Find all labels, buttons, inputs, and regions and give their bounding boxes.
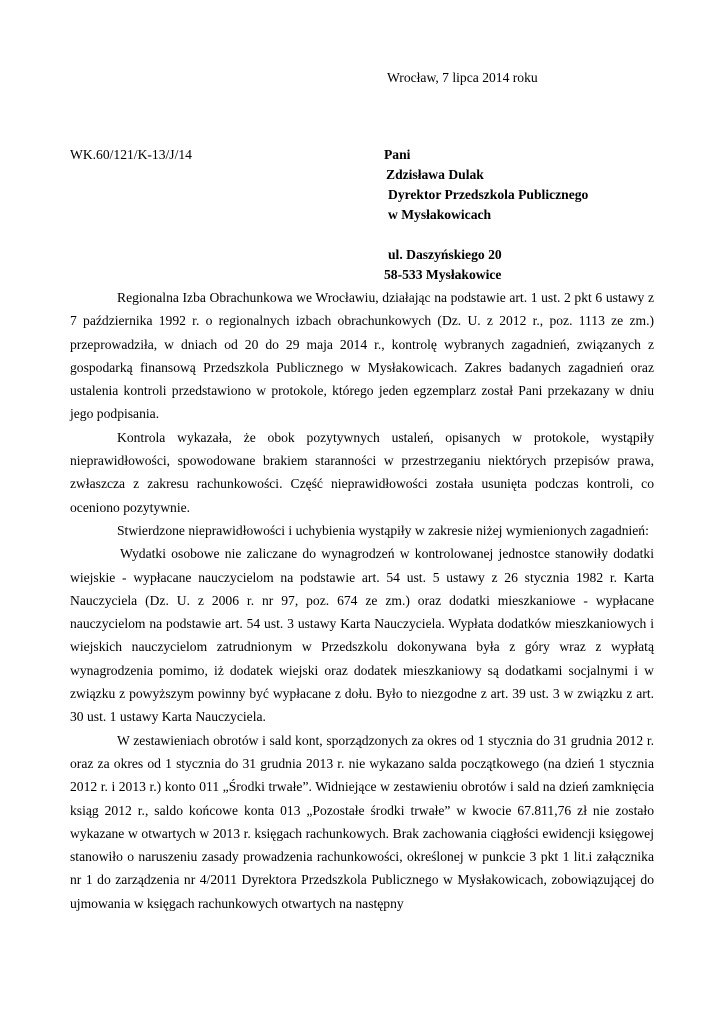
recipient-name: Zdzisława Dulak [386,167,484,182]
reference-number: WK.60/121/K-13/J/14 [70,147,192,162]
body-paragraph: W zestawieniach obrotów i sald kont, sporządzonych za okres od 1 stycznia do 31 grudnia 2012 r. oraz za okres od 1 stycznia do 31 grudnia 2013 r. nie wykazano salda początkowego (na dzień 1 stycznia 2012 r. i 2013 r.) konto 011 „Środki trwałe”. Widniejące w zestawieniu obrotów i sald na dzień zamknięcia ksiąg 2012 r., saldo końcowe konta 013 „Pozostałe środki trwałe” w kwocie 67.811,76 zł nie zostało wykazane w otwartych w 2013 r. księgach rachunkowych. Brak zachowania ciągłości ewidencji księgowej stanowiło o naruszeniu zasady prowadzenia rachunkowości, określonej w punkcie 3 pkt 1 lit.i załącznika nr 1 do zarządzenia nr 4/2011 Dyrektora Przedszkola Publicznego w Mysłakowicach, zobowiązującej do ujmowania w księgach rachunkowych otwartych na następny [70,732,654,911]
recipient-place: w Mysłakowicach [388,207,492,222]
body-paragraph: Stwierdzone nieprawidłowości i uchybienia wystąpiły w zakresie niżej wymienionych zagadnień: [117,522,649,538]
recipient-salutation: Pani [384,147,411,162]
letter-body [70,286,654,915]
recipient-postal: 58-533 Mysłakowice [384,267,502,282]
letter-date: Wrocław, 7 lipca 2014 roku [387,70,538,85]
body-paragraph: Wydatki osobowe nie zaliczane do wynagrodzeń w kontrolowanej jednostce stanowiły dodatki wiejskie - wypłacane nauczycielom na podstawie art. 54 ust. 5 ustawy z 26 stycznia 1982 r. Karta Nauczyciela (Dz. U. z 2006 r. nr 97, poz. 674 ze zm.) oraz dodatki mieszkaniowe - wypłacane nauczycielom na podstawie art. 54 ust. 3 ustawy Karta Nauczyciela. Wypłata dodatków mieszkaniowych i wiejskich nauczycielom zatrudnionym w Przedszkolu dokonywana była z góry wraz z wypłatą wynagrodzenia pomimo, iż dodatek wiejski oraz dodatek mieszkaniowy są dodatkami socjalnymi i w związku z powyższym powinny być wypłacane z dołu. Było to niezgodne z art. 39 ust. 3 w związku z art. 30 ust. 1 ustawy Karta Nauczyciela. [70,546,654,725]
recipient-block [384,145,588,285]
body-paragraph: Regionalna Izba Obrachunkowa we Wrocławiu, działając na podstawie art. 1 ust. 2 pkt 6 ustawy z 7 października 1992 r. o regionalnych izbach obrachunkowych (Dz. U. z 2012 r., poz. 1113 ze zm.) przeprowadziła, w dniach od 20 do 29 maja 2014 r., kontrolę wybranych zagadnień, związanych z gospodarką finansową Przedszkola Publicznego w Mysłakowicach. Zakres badanych zagadnień oraz ustalenia kontroli przedstawiono w protokole, którego jeden egzemplarz został Pani przekazany w dniu jego podpisania. [70,290,654,422]
recipient-title: Dyrektor Przedszkola Publicznego [388,187,589,202]
recipient-street: ul. Daszyńskiego 20 [388,247,502,262]
body-paragraph: Kontrola wykazała, że obok pozytywnych ustaleń, opisanych w protokole, wystąpiły nieprawidłowości, spowodowane brakiem staranności w przestrzeganiu niektórych przepisów prawa, zwłaszcza z zakresu rachunkowości. Część nieprawidłowości została usunięta podczas kontroli, co oceniono pozytywnie. [70,429,654,515]
